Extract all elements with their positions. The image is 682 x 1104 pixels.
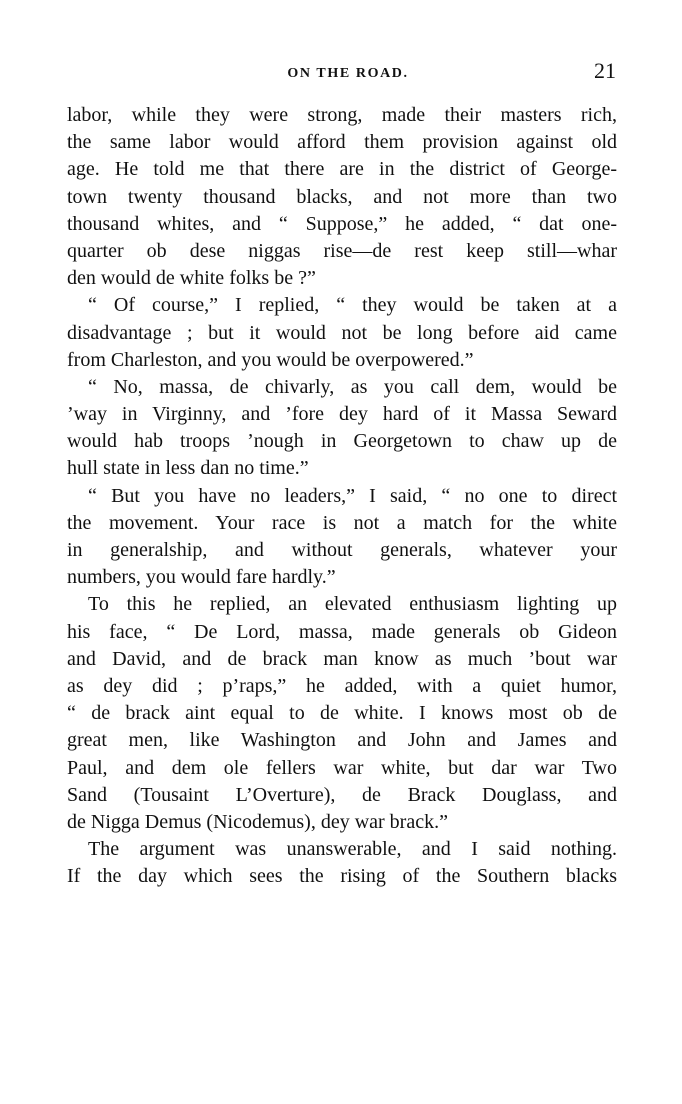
text-line: numbers, you would fare hardly.” xyxy=(67,566,336,589)
text-line: age. He told me that there are in the district of George- xyxy=(67,158,617,181)
text-line: “ But you have no leaders,” I said, “ no one to direct xyxy=(88,484,617,507)
running-head xyxy=(68,56,616,90)
text-line: and David, and de brack man know as much ’bout war xyxy=(67,647,617,670)
text-line: ’way in Virginny, and ’fore dey hard of it Massa Seward xyxy=(67,403,617,426)
text-line: If the day which sees the rising of the Southern blacks xyxy=(67,865,617,888)
text-line: in generalship, and without generals, whatever your xyxy=(67,539,617,561)
text-line: quarter ob dese niggas rise—de rest keep still—whar xyxy=(67,239,617,262)
text-line: great men, like Washington and John and James and xyxy=(67,729,617,752)
text-line: The argument was unanswerable, and I said nothing. xyxy=(88,838,617,861)
text-line: town twenty thousand blacks, and not more than two xyxy=(67,185,617,208)
text-line: hull state in less dan no time.” xyxy=(67,457,309,480)
text-line: his face, “ De Lord, massa, made generals ob Gideon xyxy=(67,620,617,643)
text-line: the movement. Your race is not a match for the white xyxy=(67,511,617,534)
text-line: den would de white folks be ?” xyxy=(67,267,316,290)
body-text xyxy=(67,102,617,890)
text-line: thousand whites, and “ Suppose,” he added, “ dat one- xyxy=(67,212,617,235)
text-line: “ de brack aint equal to de white. I knows most ob de xyxy=(67,702,617,725)
text-line: labor, while they were strong, made their masters rich, xyxy=(67,104,617,126)
text-line: the same labor would afford them provision against old xyxy=(67,131,617,154)
text-line: To this he replied, an elevated enthusiasm lighting up xyxy=(88,593,617,616)
text-line: Sand (Tousaint L’Overture), de Brack Douglass, and xyxy=(67,783,617,806)
text-line: disadvantage ; but it would not be long before aid came xyxy=(67,321,617,344)
running-title: ON THE ROAD. xyxy=(287,66,409,81)
text-line: Paul, and dem ole fellers war white, but dar war Two xyxy=(67,756,617,779)
text-line: de Nigga Demus (Nicodemus), dey war brack.” xyxy=(67,810,448,833)
text-line: “ No, massa, de chivarly, as you call dem, would be xyxy=(88,375,617,398)
page-number: 21 xyxy=(594,58,616,83)
text-line: “ Of course,” I replied, “ they would be taken at a xyxy=(88,294,617,317)
text-line: from Charleston, and you would be overpowered.” xyxy=(67,348,474,371)
text-line: as dey did ; p’raps,” he added, with a quiet humor, xyxy=(67,674,617,697)
text-line: would hab troops ’nough in Georgetown to chaw up de xyxy=(67,430,617,453)
